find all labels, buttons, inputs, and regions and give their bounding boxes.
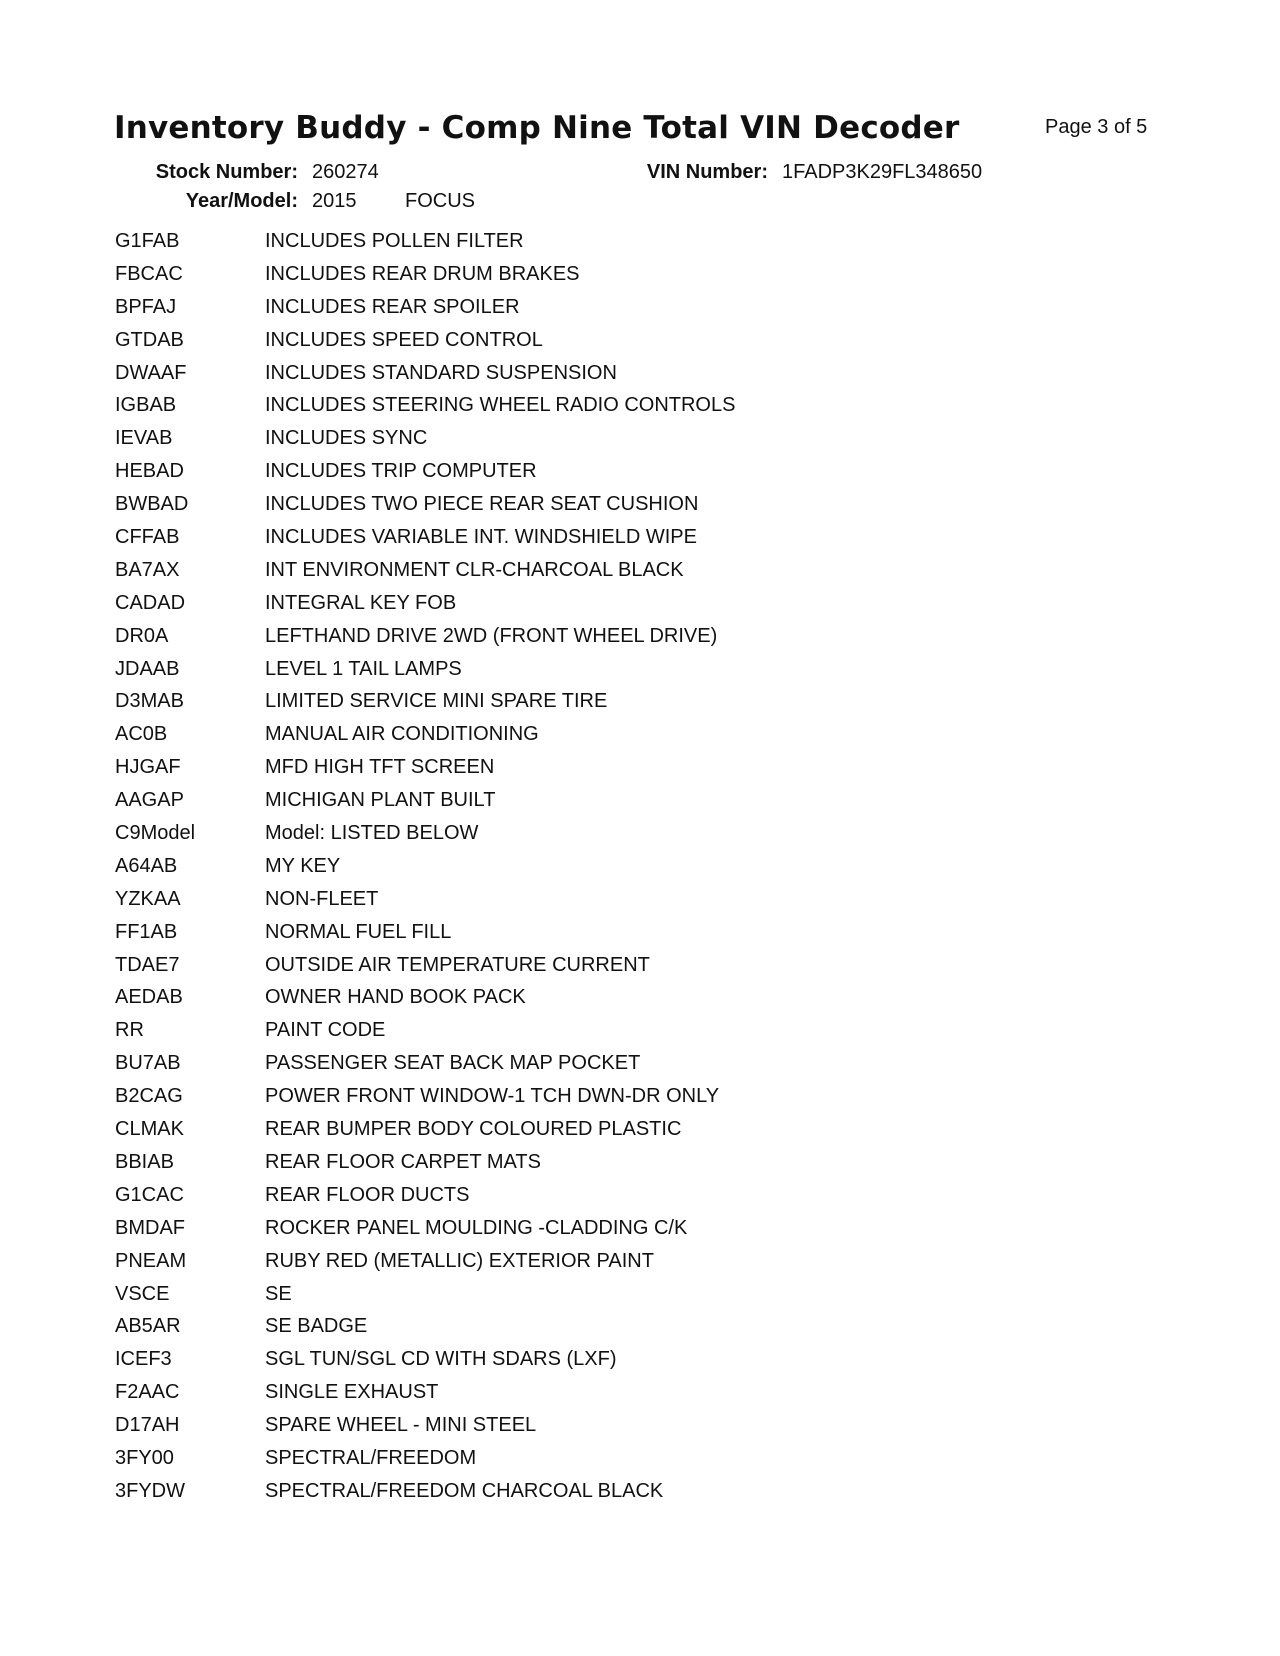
option-code: G1CAC [115,1183,184,1206]
year-value: 2015 [312,190,357,212]
option-description: LIMITED SERVICE MINI SPARE TIRE [265,690,608,713]
list-item [115,592,1115,625]
list-item [115,329,1115,362]
option-description: SINGLE EXHAUST [265,1381,439,1404]
list-item [115,1315,1115,1348]
list-item [115,493,1115,526]
list-item [115,1447,1115,1480]
list-item [115,296,1115,329]
option-code: GTDAB [115,328,184,351]
option-code: C9Model [115,822,196,845]
option-description: MANUAL AIR CONDITIONING [265,723,539,746]
option-code: AC0B [115,723,168,746]
option-description: MFD HIGH TFT SCREEN [265,756,495,779]
option-code: CADAD [115,591,186,614]
option-code: RR [115,1019,144,1042]
list-item [115,1085,1115,1118]
list-item [115,559,1115,592]
option-code: YZKAA [115,887,181,910]
option-code: AB5AR [115,1315,181,1338]
list-item [115,1283,1115,1316]
option-description: SPECTRAL/FREEDOM [265,1446,477,1469]
option-description: SGL TUN/SGL CD WITH SDARS (LXF) [265,1348,617,1371]
list-item [115,1217,1115,1250]
option-code: BWBAD [115,493,189,516]
option-description: MICHIGAN PLANT BUILT [265,789,496,812]
list-item [115,1414,1115,1447]
option-description: NON-FLEET [265,887,379,910]
list-item [115,625,1115,658]
option-description: INCLUDES STEERING WHEEL RADIO CONTROLS [265,394,736,417]
list-item [115,822,1115,855]
option-code: AAGAP [115,789,184,812]
list-item [115,1381,1115,1414]
option-code: G1FAB [115,230,180,252]
option-code: BA7AX [115,558,180,581]
option-code: JDAAB [115,657,180,680]
option-description: INCLUDES REAR DRUM BRAKES [265,262,580,285]
page-number: Page 3 of 5 [1045,116,1148,138]
list-item [115,1052,1115,1085]
list-item [115,756,1115,789]
list-item [115,1250,1115,1283]
list-item [115,460,1115,493]
option-description: INCLUDES REAR SPOILER [265,295,520,318]
option-code: DWAAF [115,361,187,384]
option-code: F2AAC [115,1381,180,1404]
option-description: SE [265,1282,292,1305]
option-description: LEVEL 1 TAIL LAMPS [265,657,462,680]
option-description: PASSENGER SEAT BACK MAP POCKET [265,1052,641,1075]
option-description: OUTSIDE AIR TEMPERATURE CURRENT [265,953,650,976]
list-item [115,986,1115,1019]
option-description: MY KEY [265,854,341,877]
list-item [115,427,1115,460]
list-item [115,362,1115,395]
option-description: LEFTHAND DRIVE 2WD (FRONT WHEEL DRIVE) [265,624,718,647]
option-code: HEBAD [115,460,184,483]
option-description: REAR BUMPER BODY COLOURED PLASTIC [265,1118,682,1141]
option-code: FBCAC [115,262,183,285]
option-description: OWNER HAND BOOK PACK [265,986,526,1009]
option-description: SE BADGE [265,1315,368,1338]
list-item [115,954,1115,987]
list-item [115,789,1115,822]
option-description: ROCKER PANEL MOULDING -CLADDING C/K [265,1216,688,1239]
option-description: REAR FLOOR DUCTS [265,1183,470,1206]
option-description: NORMAL FUEL FILL [265,920,452,943]
option-description: INCLUDES POLLEN FILTER [265,230,524,252]
vin-number-value: 1FADP3K29FL348650 [782,161,983,183]
option-description: PAINT CODE [265,1019,386,1042]
stock-number-value: 260274 [312,161,379,183]
option-code: 3FYDW [115,1479,185,1502]
option-code: IEVAB [115,427,173,450]
option-description: SPECTRAL/FREEDOM CHARCOAL BLACK [265,1479,664,1502]
list-item [115,855,1115,888]
option-description: RUBY RED (METALLIC) EXTERIOR PAINT [265,1249,654,1272]
list-item [115,1480,1115,1513]
option-code: FF1AB [115,920,178,943]
option-description: INCLUDES SYNC [265,427,428,450]
option-code: VSCE [115,1282,170,1305]
list-item [115,658,1115,691]
option-description: INCLUDES STANDARD SUSPENSION [265,361,617,384]
stock-number-label: Stock Number: [155,161,298,183]
option-code: PNEAM [115,1249,187,1272]
option-code: 3FY00 [115,1446,174,1469]
list-item [115,690,1115,723]
option-code: CLMAK [115,1118,184,1141]
list-item [115,888,1115,921]
option-code: BU7AB [115,1052,181,1075]
option-code: IGBAB [115,394,177,417]
option-code: BPFAJ [115,295,177,318]
option-description: INCLUDES VARIABLE INT. WINDSHIELD WIPE [265,526,697,549]
option-description: POWER FRONT WINDOW-1 TCH DWN-DR ONLY [265,1085,720,1108]
list-item [115,394,1115,427]
option-description: INCLUDES TRIP COMPUTER [265,460,537,483]
list-item [115,1348,1115,1381]
option-code: D17AH [115,1414,180,1437]
list-item [115,921,1115,954]
option-code: AEDAB [115,986,183,1009]
list-item [115,1184,1115,1217]
list-item [115,263,1115,296]
option-description: INTEGRAL KEY FOB [265,591,457,614]
year-model-label: Year/Model: [185,190,298,212]
document-title: Inventory Buddy - Comp Nine Total VIN Decoder [114,110,960,146]
option-description: INCLUDES SPEED CONTROL [265,328,543,351]
list-item [115,723,1115,756]
option-code: TDAE7 [115,953,180,976]
list-item [115,230,1115,263]
option-description: INT ENVIRONMENT CLR-CHARCOAL BLACK [265,558,684,581]
option-code: CFFAB [115,526,180,549]
vin-number-label: VIN Number: [646,161,768,183]
option-description: REAR FLOOR CARPET MATS [265,1150,541,1173]
model-value: FOCUS [405,190,475,212]
option-description: INCLUDES TWO PIECE REAR SEAT CUSHION [265,493,699,516]
option-code: ICEF3 [115,1348,172,1371]
option-description: Model: LISTED BELOW [265,822,479,845]
option-code: DR0A [115,624,169,647]
list-item [115,1151,1115,1184]
option-code: BMDAF [115,1216,185,1239]
option-code: A64AB [115,854,178,877]
option-code: B2CAG [115,1085,183,1108]
list-item [115,1118,1115,1151]
option-code: BBIAB [115,1150,174,1173]
list-item [115,1019,1115,1052]
option-code: HJGAF [115,756,181,779]
option-code: D3MAB [115,690,184,713]
option-code-list [115,230,1115,1513]
option-description: SPARE WHEEL - MINI STEEL [265,1414,537,1437]
list-item [115,526,1115,559]
